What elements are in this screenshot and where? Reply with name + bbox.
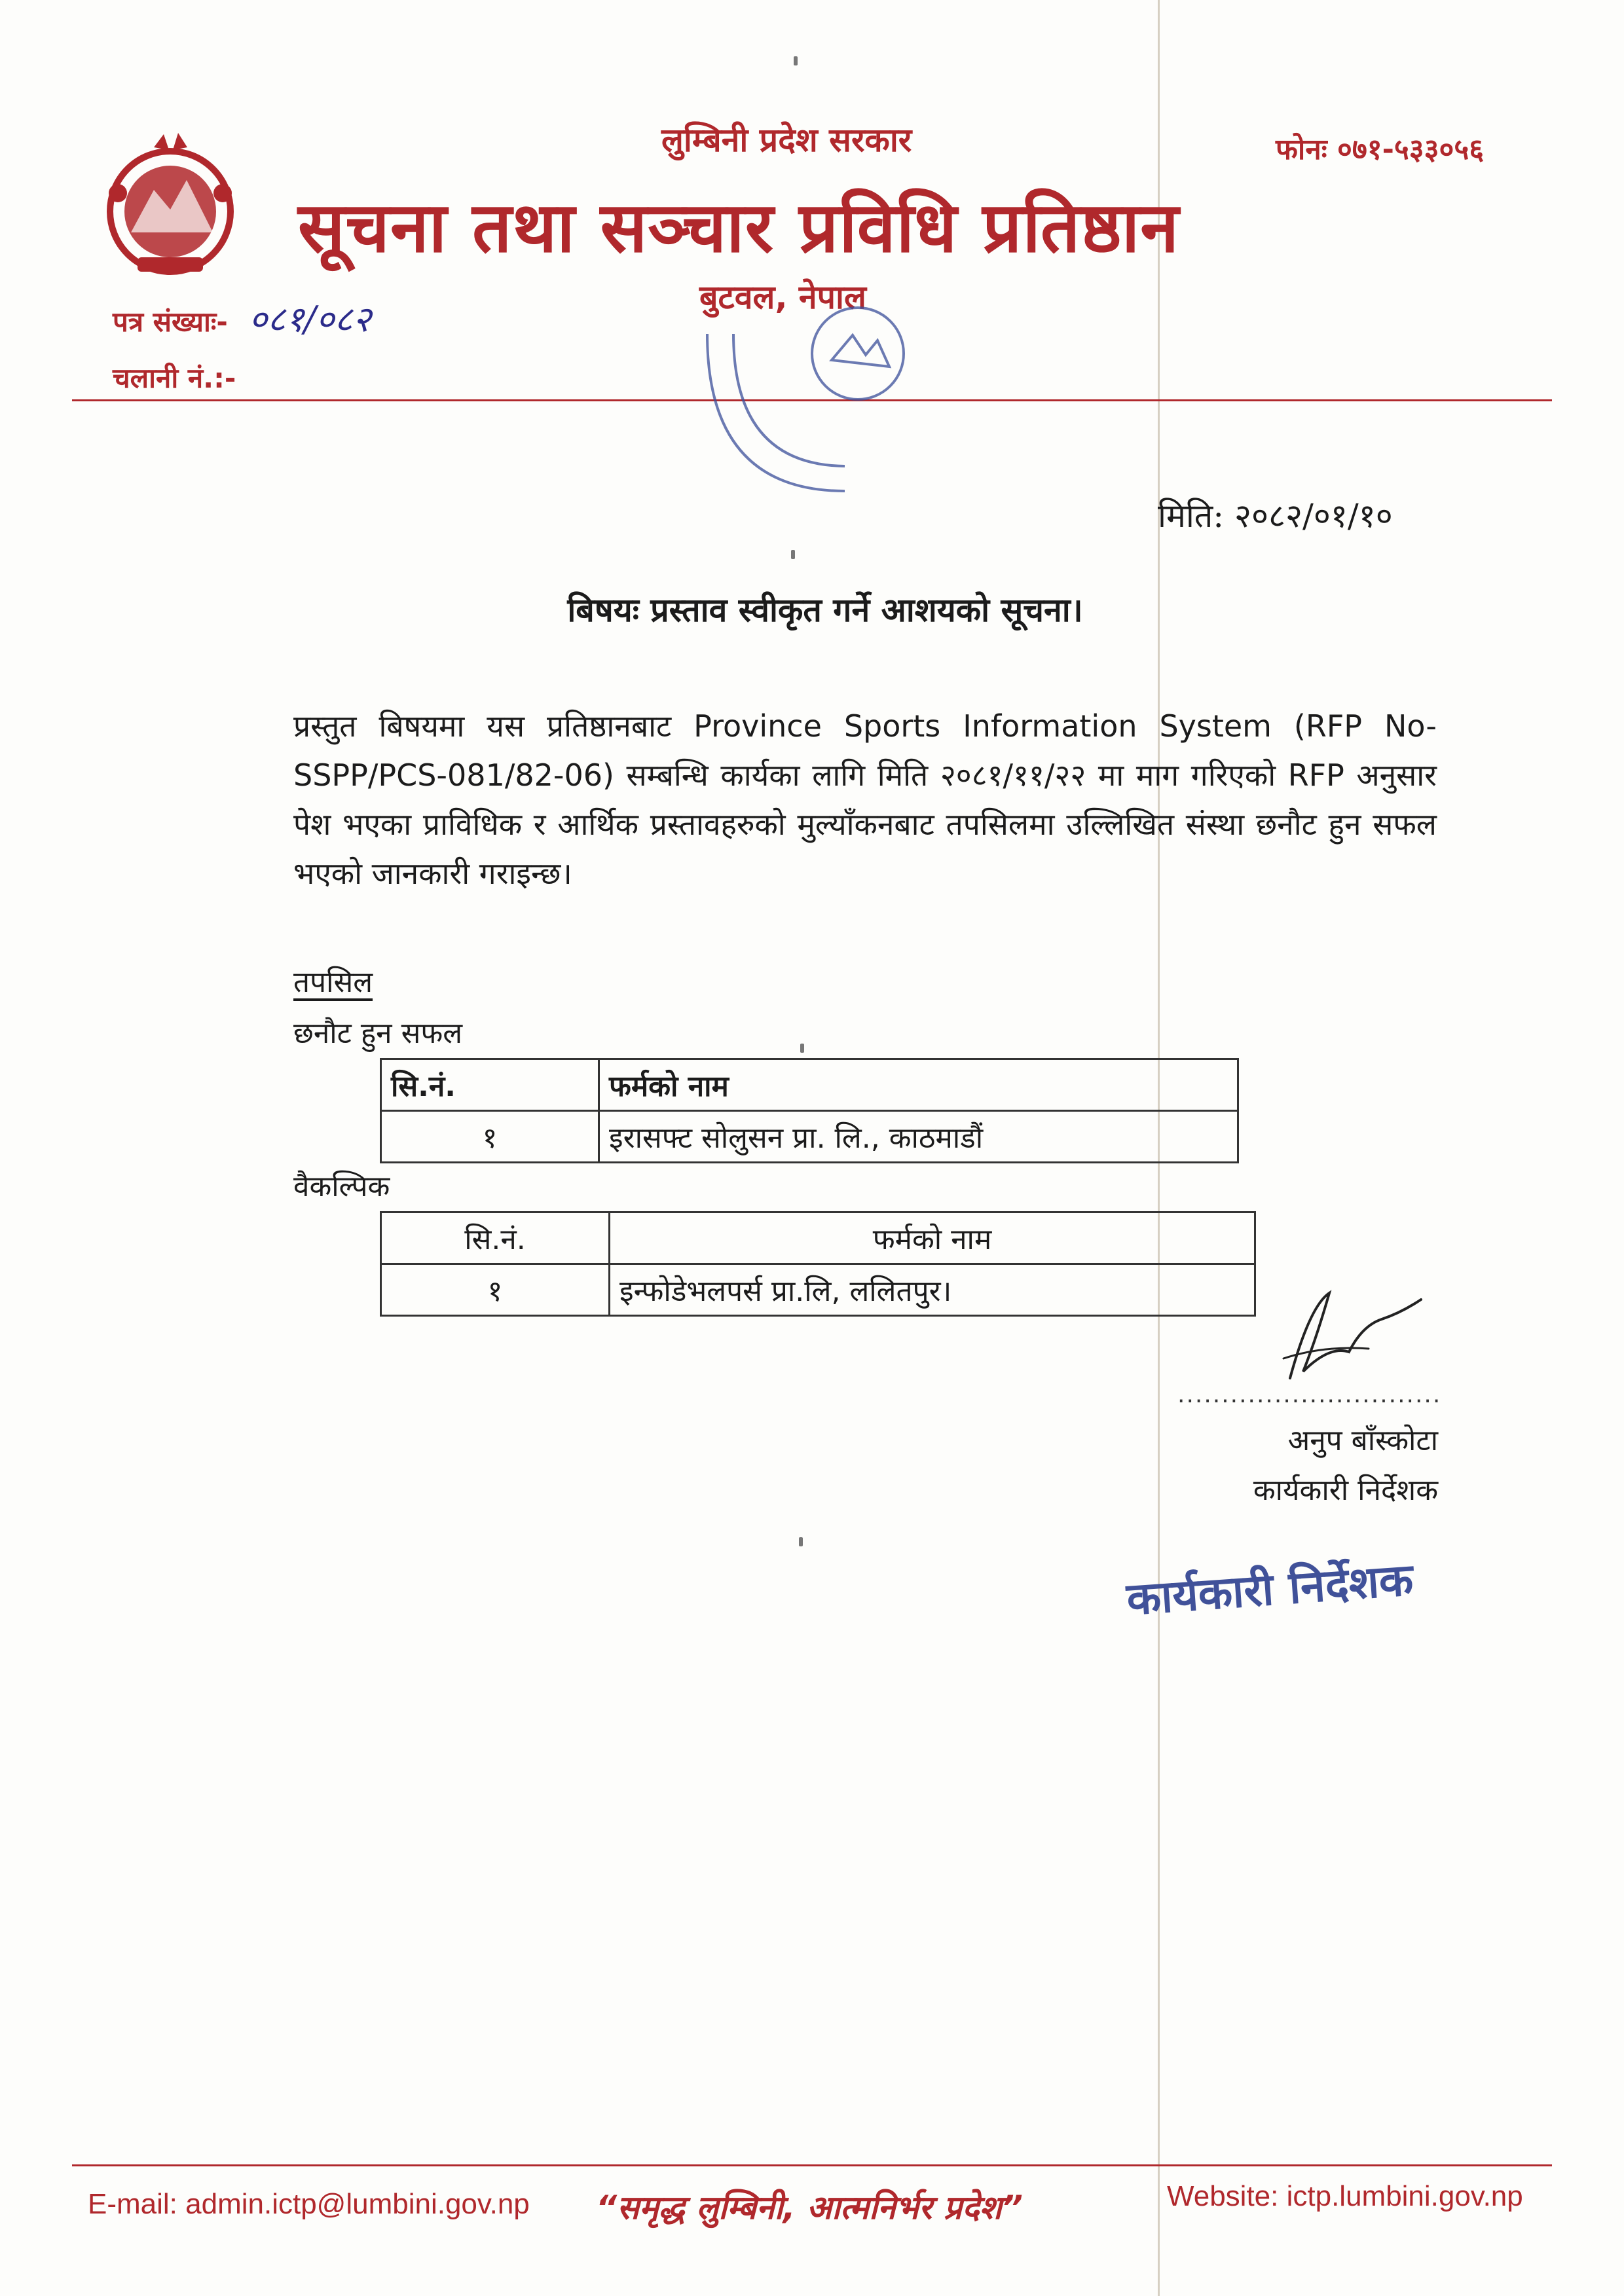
table-header-cell: फर्मको नाम xyxy=(610,1212,1255,1264)
patra-sankhya-label: पत्र संख्याः- xyxy=(113,306,228,338)
subject-wrapper xyxy=(0,587,1624,631)
signatory-title: कार्यकारी निर्देशक xyxy=(1253,1474,1438,1507)
signature-line: .............................. xyxy=(1177,1381,1442,1408)
letter-date: मिति: २०८२/०१/१० xyxy=(1158,497,1393,535)
chalani-number-label: चलानी नं.:- xyxy=(113,362,236,394)
table-cell: इन्फोडेभलपर्स प्रा.लि, ललितपुर। xyxy=(610,1264,1255,1316)
scan-speck xyxy=(791,550,795,559)
table-header-cell: सि.नं. xyxy=(381,1212,610,1264)
scan-speck xyxy=(799,1537,803,1546)
table-cell: इरासफ्ट सोलुसन प्रा. लि., काठमाडौं xyxy=(599,1111,1238,1163)
tapasil-heading: तपसिल xyxy=(293,966,373,999)
footer-website: Website: ictp.lumbini.gov.np xyxy=(1167,2180,1523,2212)
selected-firm-table xyxy=(380,1058,1239,1163)
table-header-cell: सि.नं. xyxy=(381,1059,599,1111)
signatory-name: अनुप बाँस्कोटा xyxy=(1287,1424,1438,1457)
nepal-emblem-icon xyxy=(92,128,249,285)
handwritten-signature-icon xyxy=(1270,1280,1428,1391)
selected-heading: छनौट हुन सफल xyxy=(293,1017,463,1050)
table-header-cell: फर्मको नाम xyxy=(599,1059,1238,1111)
designation-stamp: कार्यकारी निर्देशक xyxy=(1125,1554,1415,1626)
table-header-row xyxy=(381,1212,1255,1264)
alternate-firm-table xyxy=(380,1211,1256,1317)
scan-speck xyxy=(800,1044,804,1053)
phone-number: फोनः ०७१-५३३०५६ xyxy=(1276,133,1485,166)
table-cell: १ xyxy=(381,1264,610,1316)
footer-email: E-mail: admin.ictp@lumbini.gov.np xyxy=(88,2188,530,2220)
table-cell: १ xyxy=(381,1111,599,1163)
office-seal-icon xyxy=(681,295,943,511)
alternate-heading: वैकल्पिक xyxy=(293,1170,390,1203)
patra-sankhya-value: ०८१/०८२ xyxy=(249,299,371,340)
organization-place: बुटवल, नेपाल xyxy=(699,278,866,316)
letter-subject: बिषयः प्रस्ताव स्वीकृत गर्ने आशयको सूचना। xyxy=(567,591,1083,629)
scan-speck xyxy=(794,56,798,65)
table-row xyxy=(381,1264,1255,1316)
government-name: लुम्बिनी प्रदेश सरकार xyxy=(661,121,912,159)
organization-name: सूचना तथा सञ्चार प्रविधि प्रतिष्ठान xyxy=(298,187,1180,268)
footer-divider xyxy=(72,2164,1552,2166)
table-row xyxy=(381,1111,1238,1163)
table-header-row xyxy=(381,1059,1238,1111)
letter-body: प्रस्तुत बिषयमा यस प्रतिष्ठानबाट Province Sports Information System (RFP No-SSPP/PCS-081/82-06) सम्बन्धि कार्यका लागि मिति २०८१/११/२२ मा माग गरिएको RFP अनुसार पेश भएका प्राविधिक र आर्थिक प्रस्तावहरुको मुल्याँकनबाट तपसिलमा उल्लिखित संस्था छनौट हुन सफल भएको जानकारी गराइन्छ। xyxy=(293,708,1437,891)
footer-slogan: “समृद्ध लुम्बिनी, आत्मनिर्भर प्रदेश” xyxy=(596,2189,1023,2227)
